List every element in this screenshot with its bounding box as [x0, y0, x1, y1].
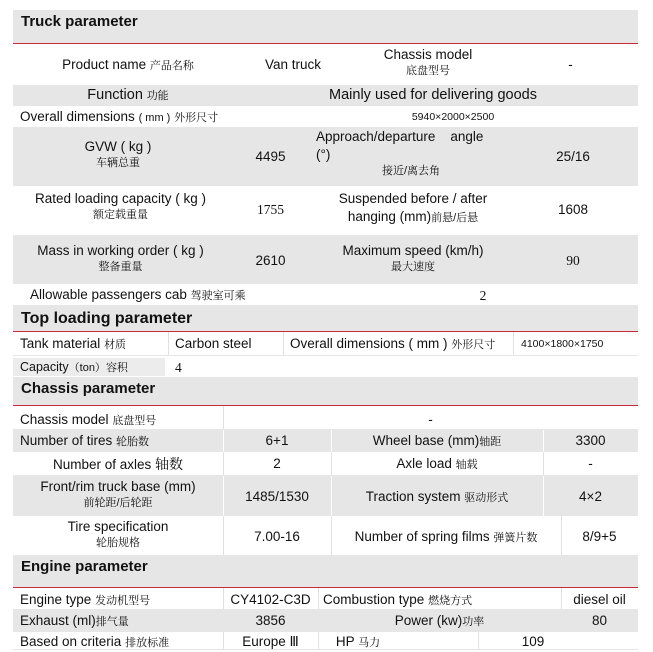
section-title: Engine parameter	[21, 558, 148, 575]
tank-material-value: Carbon steel	[175, 336, 252, 351]
overall-dimensions-label: Overall dimensions ( mm ) 外形尺寸	[20, 109, 219, 124]
row-tank-material	[13, 332, 638, 356]
speed-label: Maximum speed (km/h) 最大速度	[342, 243, 484, 274]
row-gvw	[13, 128, 638, 186]
row-mass	[13, 236, 638, 284]
function-label: Function 功能	[87, 87, 169, 103]
combustion-label: Combustion type 燃烧方式	[323, 592, 473, 607]
axle-load-value: -	[588, 456, 593, 471]
capacity-value: 4	[175, 360, 182, 375]
tires-value: 6+1	[265, 433, 289, 448]
passengers-label: Allowable passengers cab 驾驶室可乘	[30, 287, 246, 302]
overall-dimensions-value: 5940×2000×2500	[411, 111, 495, 123]
spring-films-value: 8/9+5	[582, 529, 617, 544]
wheel-base-label: Wheel base (mm)轴距	[372, 433, 502, 448]
axles-label: Number of axles 轴数	[52, 456, 184, 472]
chassis-model-label: Chassis model 底盘型号	[383, 47, 473, 78]
row-chassis-model	[13, 406, 638, 430]
section-title: Truck parameter	[21, 13, 138, 30]
speed-value: 90	[566, 253, 580, 268]
spec-table	[13, 10, 638, 650]
chassis-model-value: -	[568, 57, 573, 72]
front-rim-label: Front/rim truck base (mm) 前轮距/后轮距	[40, 479, 196, 510]
section-header-top-loading	[13, 306, 638, 332]
row-axles	[13, 452, 638, 476]
section-header-chassis	[13, 378, 638, 406]
power-value: 80	[591, 613, 608, 628]
suspended-label: Suspended before / after hanging (mm)前悬/后悬	[338, 191, 488, 225]
engine-type-value: CY4102-C3D	[230, 592, 311, 607]
chassis-model-value-2: -	[428, 412, 433, 427]
row-function	[13, 86, 638, 106]
top-overall-dimensions-value: 4100×1800×1750	[521, 338, 604, 350]
section-title: Chassis parameter	[21, 380, 156, 397]
hp-value: 109	[521, 634, 545, 649]
criteria-value: Europe Ⅲ	[242, 634, 299, 649]
row-exhaust	[13, 610, 638, 632]
product-name-label: Product name 产品名称	[62, 57, 194, 72]
suspended-value: 1608	[557, 202, 589, 217]
function-value: Mainly used for delivering goods	[329, 87, 537, 103]
capacity-label: Capacity（ton）容积	[20, 360, 128, 374]
gvw-value: 4495	[255, 149, 286, 164]
exhaust-label: Exhaust (ml)排气量	[20, 613, 129, 628]
mass-value: 2610	[255, 253, 286, 268]
tire-spec-label: Tire specification 轮胎规格	[67, 519, 169, 550]
gvw-label: GVW ( kg ) 车辆总重	[84, 139, 152, 170]
criteria-label: Based on criteria 排放标准	[20, 634, 170, 649]
axle-load-label: Axle load 轴载	[396, 456, 478, 471]
row-engine-type	[13, 588, 638, 610]
power-label: Power (kw)功率	[394, 613, 485, 628]
tires-label: Number of tires 轮胎数	[20, 433, 150, 448]
traction-label: Traction system 驱动形式	[365, 489, 509, 504]
front-rim-value: 1485/1530	[245, 489, 309, 504]
wheel-base-value: 3300	[575, 433, 606, 448]
rated-loading-label: Rated loading capacity ( kg ) 额定载重量	[34, 191, 207, 222]
row-overall-dimensions	[13, 106, 638, 128]
spring-films-label: Number of spring films 弹簧片数	[354, 529, 538, 544]
row-front-rim	[13, 476, 638, 516]
passengers-value: 2	[479, 288, 487, 303]
hp-label: HP 马力	[335, 634, 381, 649]
product-name-value: Van truck	[264, 57, 322, 72]
row-tires	[13, 430, 638, 452]
section-title: Top loading parameter	[21, 310, 193, 327]
top-overall-dimensions-label: Overall dimensions ( mm ) 外形尺寸	[290, 336, 496, 351]
row-capacity	[13, 356, 638, 378]
engine-type-label: Engine type 发动机型号	[20, 592, 151, 607]
tank-material-label: Tank material 材质	[20, 336, 127, 351]
approach-label: Approach/departure angle (°) 接近/离去角	[316, 129, 484, 178]
row-product-name	[13, 44, 638, 86]
rated-loading-value: 1755	[257, 202, 284, 217]
row-passengers	[13, 284, 638, 306]
row-criteria	[13, 632, 638, 650]
chassis-model-label-2: Chassis model 底盘型号	[20, 412, 157, 427]
combustion-value: diesel oil	[573, 592, 626, 607]
row-tire-spec	[13, 516, 638, 556]
row-rated-loading	[13, 186, 638, 236]
tire-spec-value: 7.00-16	[254, 529, 300, 544]
mass-label: Mass in working order ( kg ) 整备重量	[37, 243, 204, 274]
traction-value: 4×2	[579, 489, 602, 504]
section-header-truck	[13, 10, 638, 44]
exhaust-value: 3856	[255, 613, 286, 628]
approach-value: 25/16	[556, 149, 590, 164]
axles-value: 2	[273, 456, 281, 471]
section-header-engine	[13, 556, 638, 588]
